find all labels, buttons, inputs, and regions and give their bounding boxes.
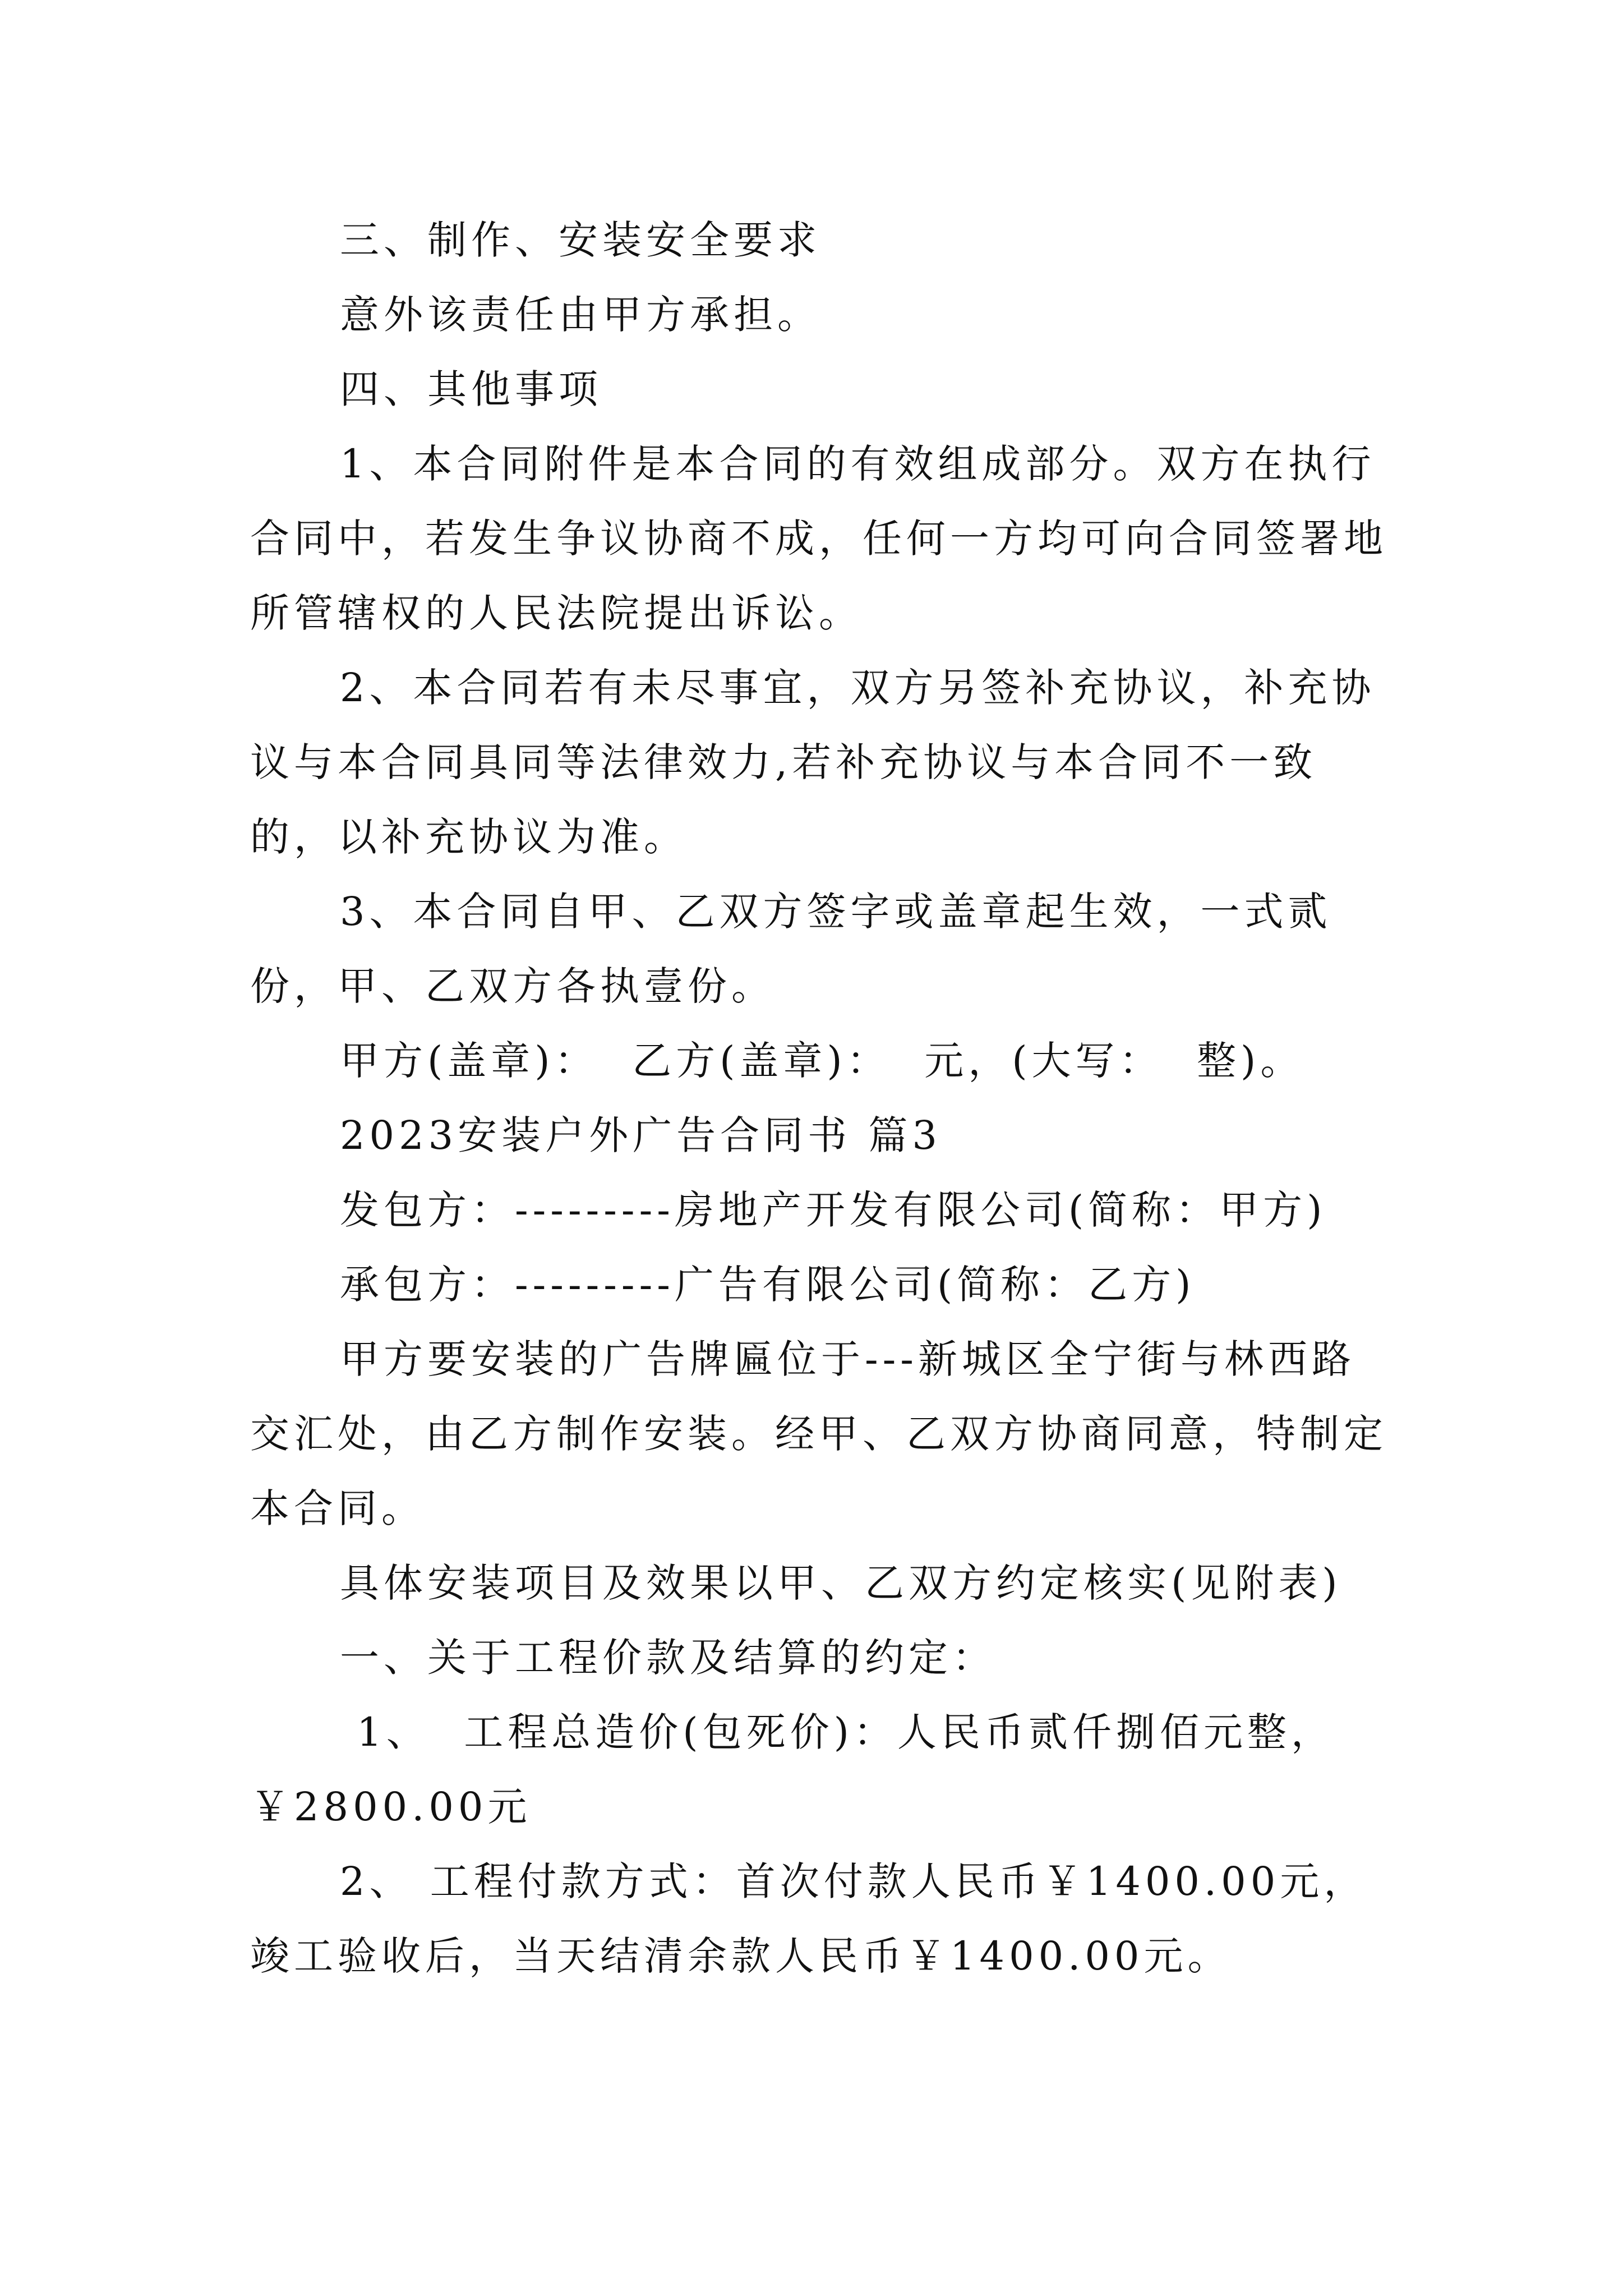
section-4-item-2: 2、本合同若有未尽事宜，双方另签补充协议，补充协议与本合同具同等法律效力,若补充协议与本合同不一致的，以补充协议为准。 — [250, 665, 1376, 860]
section-4-item-1: 1、本合同附件是本合同的有效组成部分。双方在执行合同中，若发生争议协商不成，任何一方均可向合同签署地所管辖权的人民法院提出诉讼。 — [250, 441, 1387, 636]
contract-scope: 具体安装项目及效果以甲、乙双方约定核实(见附表) — [340, 1560, 1342, 1606]
section-4-item-3: 3、本合同自甲、乙双方签字或盖章起生效，一式贰份，甲、乙双方各执壹份。 — [250, 889, 1332, 1009]
clause-1-item-1: 1、 工程总造价(包死价)：人民币贰仟捌佰元整，￥2800.00元 — [250, 1709, 1335, 1830]
section-3-text: 意外该责任由甲方承担。 — [340, 292, 821, 338]
clause-1-item-2: 2、 工程付款方式：首次付款人民币￥1400.00元，竣工验收后，当天结清余款人民币￥1400.00元。 — [250, 1858, 1368, 1979]
document-body — [250, 203, 1394, 1994]
party-b-line: 承包方：---------广告有限公司(简称：乙方) — [340, 1262, 1196, 1308]
signature-line: 甲方(盖章)： 乙方(盖章)： 元，(大写： 整)。 — [340, 1038, 1304, 1084]
contract-intro: 甲方要安装的广告牌匾位于---新城区全宁街与林西路交汇处，由乙方制作安装。经甲、乙双方协商同意，特制定本合同。 — [250, 1336, 1387, 1531]
section-4-heading: 四、其他事项 — [340, 366, 602, 412]
clause-1-heading: 一、关于工程价款及结算的约定： — [340, 1635, 996, 1681]
contract-3-title: 2023安装户外广告合同书 篇3 — [340, 1112, 942, 1158]
section-3-heading: 三、制作、安装安全要求 — [340, 217, 821, 263]
party-a-line: 发包方：---------房地产开发有限公司(简称：甲方) — [340, 1187, 1327, 1233]
